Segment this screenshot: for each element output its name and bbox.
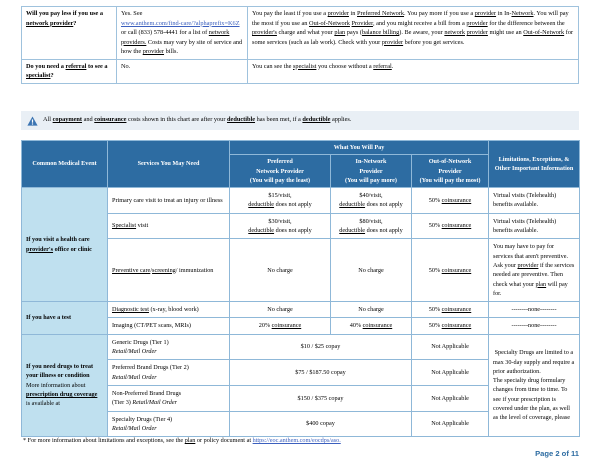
outnetwork-amount-cell: Not Applicable	[412, 360, 489, 386]
table-row	[22, 334, 580, 360]
outnetwork-amount-cell: 50% coinsurance	[412, 213, 489, 239]
header-innetwork-line3: (You will pay more)	[345, 176, 397, 184]
service-subtext: Retail/Mail Order	[112, 373, 157, 381]
limitations-cell: --------none--------	[489, 302, 580, 318]
preferred-amount-cell: No charge	[230, 302, 331, 318]
header-outnetwork-line3: (You will pay the most)	[419, 176, 481, 184]
service-cell: Primary care visit to treat an injury or illness	[108, 188, 230, 214]
question-cell-referral	[22, 59, 117, 83]
header-preferred-line3: (You will pay the least)	[249, 176, 311, 184]
question-cell-network-provider	[22, 7, 117, 60]
header-in-network-provider	[331, 155, 412, 188]
answer-prefix: Yes. See	[121, 10, 143, 17]
service-cell	[108, 411, 230, 437]
limitations-cell-drugs: Specialty Drugs are limited to a max 30-day supply and require a prior authorization. The specialty drug formulary changes from time to time. To see if your prescription is covered under the plan, as well as the level of coverage, please	[489, 334, 580, 436]
warning-triangle-icon	[21, 116, 43, 126]
header-limitations-exceptions: Limitations, Exceptions, & Other Important Information	[489, 141, 580, 188]
outnetwork-amount-cell: Not Applicable	[412, 385, 489, 411]
limitations-cell: --------none--------	[489, 318, 580, 334]
find-care-link[interactable]: www.anthem.com/find-care/?alphaprefix=K6Z	[121, 19, 240, 27]
combined-amount-cell: $10 / $25 copay	[230, 334, 412, 360]
answer-text: No.	[121, 62, 131, 70]
service-cell: Non-Preferred Brand Drugs (Tier 3) Retail/Mail Order	[108, 385, 230, 411]
detail-cell-referral	[248, 59, 579, 83]
header-innetwork-line1: In-Network	[355, 158, 387, 166]
header-outnetwork-line1: Out-of-Network	[428, 158, 472, 166]
answer-suffix: or call (833) 578-4441 for a list of network providers. Costs may vary by site of service and how the provider bills.	[121, 29, 243, 56]
combined-amount-cell: $150 / $375 copay	[230, 385, 412, 411]
header-what-you-will-pay: What You Will Pay	[230, 141, 489, 155]
header-services-you-may-need: Services You May Need	[108, 141, 230, 188]
table-row	[22, 302, 580, 318]
preferred-amount-cell: $15/visit, deductible does not apply	[230, 188, 331, 214]
footnote	[23, 437, 579, 446]
service-cell: Imaging (CT/PET scans, MRIs)	[108, 318, 230, 334]
innetwork-amount-cell: $80/visit, deductible does not apply	[331, 213, 412, 239]
innetwork-amount-cell: No charge	[331, 239, 412, 302]
service-cell	[108, 334, 230, 360]
outnetwork-amount-cell: 50% coinsurance	[412, 318, 489, 334]
combined-amount-cell: $400 copay	[230, 411, 412, 437]
service-name: Generic Drugs (Tier 1)	[112, 338, 169, 346]
answer-cell-network-provider	[117, 7, 248, 60]
header-preferred-line2: Network Provider	[256, 167, 304, 175]
detail-cell-network-provider	[248, 7, 579, 60]
service-subtext: Retail/Mail Order	[112, 348, 157, 356]
eoc-document-link[interactable]: https://eoc.anthem.com/eocdps/aso.	[252, 437, 341, 444]
header-innetwork-line2: Provider	[359, 167, 383, 175]
preferred-amount-cell: $30/visit, deductible does not apply	[230, 213, 331, 239]
header-outnetwork-line2: Provider	[438, 167, 462, 175]
question-label: Will you pay less if you use a network provider?	[26, 10, 104, 27]
detail-text: You can see the specialist you choose without a referral.	[252, 62, 394, 70]
answer-cell-referral	[117, 59, 248, 83]
deductible-notice-bar	[21, 111, 579, 130]
outnetwork-amount-cell: Not Applicable	[412, 334, 489, 360]
service-subtext: Retail/Mail Order	[112, 424, 157, 432]
innetwork-amount-cell: 40% coinsurance	[331, 318, 412, 334]
service-cell: Preventive care/screening/ immunization	[108, 239, 230, 302]
deductible-notice-text: All copayment and coinsurance costs shown in this chart are after your deductible has been met, if a deductible applies.	[43, 116, 352, 124]
header-preferred-network-provider	[230, 155, 331, 188]
question-label: Do you need a referral to see a specialist?	[26, 62, 108, 80]
table-row	[22, 188, 580, 214]
outnetwork-amount-cell: 50% coinsurance	[412, 302, 489, 318]
event-cell-office-visit: If you visit a health care provider's office or clinic	[22, 188, 108, 302]
combined-amount-cell: $75 / $187.50 copay	[230, 360, 412, 386]
limitations-cell: You may have to pay for services that aren't preventive. Ask your provider if the services needed are preventive. Then check what your plan will pay for.	[489, 239, 580, 302]
innetwork-amount-cell: $40/visit, deductible does not apply	[331, 188, 412, 214]
service-cell: Specialist visit	[108, 213, 230, 239]
table-header-row-group	[22, 141, 580, 155]
benefits-summary-table	[21, 140, 580, 437]
limitations-cell: Virtual visits (Telehealth) benefits available.	[489, 188, 580, 214]
service-name: Preferred Brand Drugs (Tier 2)	[112, 364, 189, 372]
preferred-amount-cell: 20% coinsurance	[230, 318, 331, 334]
event-cell-drugs: If you need drugs to treat your illness or condition More information about prescription drug coverage is available at	[22, 334, 108, 436]
limitations-cell: Virtual visits (Telehealth) benefits available.	[489, 213, 580, 239]
outnetwork-amount-cell: 50% coinsurance	[412, 188, 489, 214]
table-row	[22, 59, 579, 83]
coverage-questions-table	[21, 6, 579, 84]
service-name: Specialty Drugs (Tier 4)	[112, 415, 173, 423]
preferred-amount-cell: No charge	[230, 239, 331, 302]
event-cell-test: If you have a test	[22, 302, 108, 335]
footnote-text: * For more information about limitations and exceptions, see the plan or policy document at	[23, 437, 253, 444]
table-row	[22, 7, 579, 60]
page-number: Page 2 of 11	[535, 449, 579, 458]
innetwork-amount-cell: No charge	[331, 302, 412, 318]
header-common-medical-event: Common Medical Event	[22, 141, 108, 188]
header-preferred-line1: Preferred	[267, 158, 293, 166]
outnetwork-amount-cell: 50% coinsurance	[412, 239, 489, 302]
outnetwork-amount-cell: Not Applicable	[412, 411, 489, 437]
service-cell	[108, 360, 230, 386]
header-out-of-network-provider	[412, 155, 489, 188]
detail-text: You pay the least if you use a provider in Preferred Network. You pay more if you use a provider in In-Network. You will pay the most if you use an Out-of-Network Provider, and you might receive a bill from a provider for the difference between the provider's charge and what your plan pays (balance billing). Be aware, your network provider might use an Out-of-Network for some services (such as lab work). Check with your provider before you get services.	[252, 10, 574, 46]
service-cell: Diagnostic test (x-ray, blood work)	[108, 302, 230, 318]
